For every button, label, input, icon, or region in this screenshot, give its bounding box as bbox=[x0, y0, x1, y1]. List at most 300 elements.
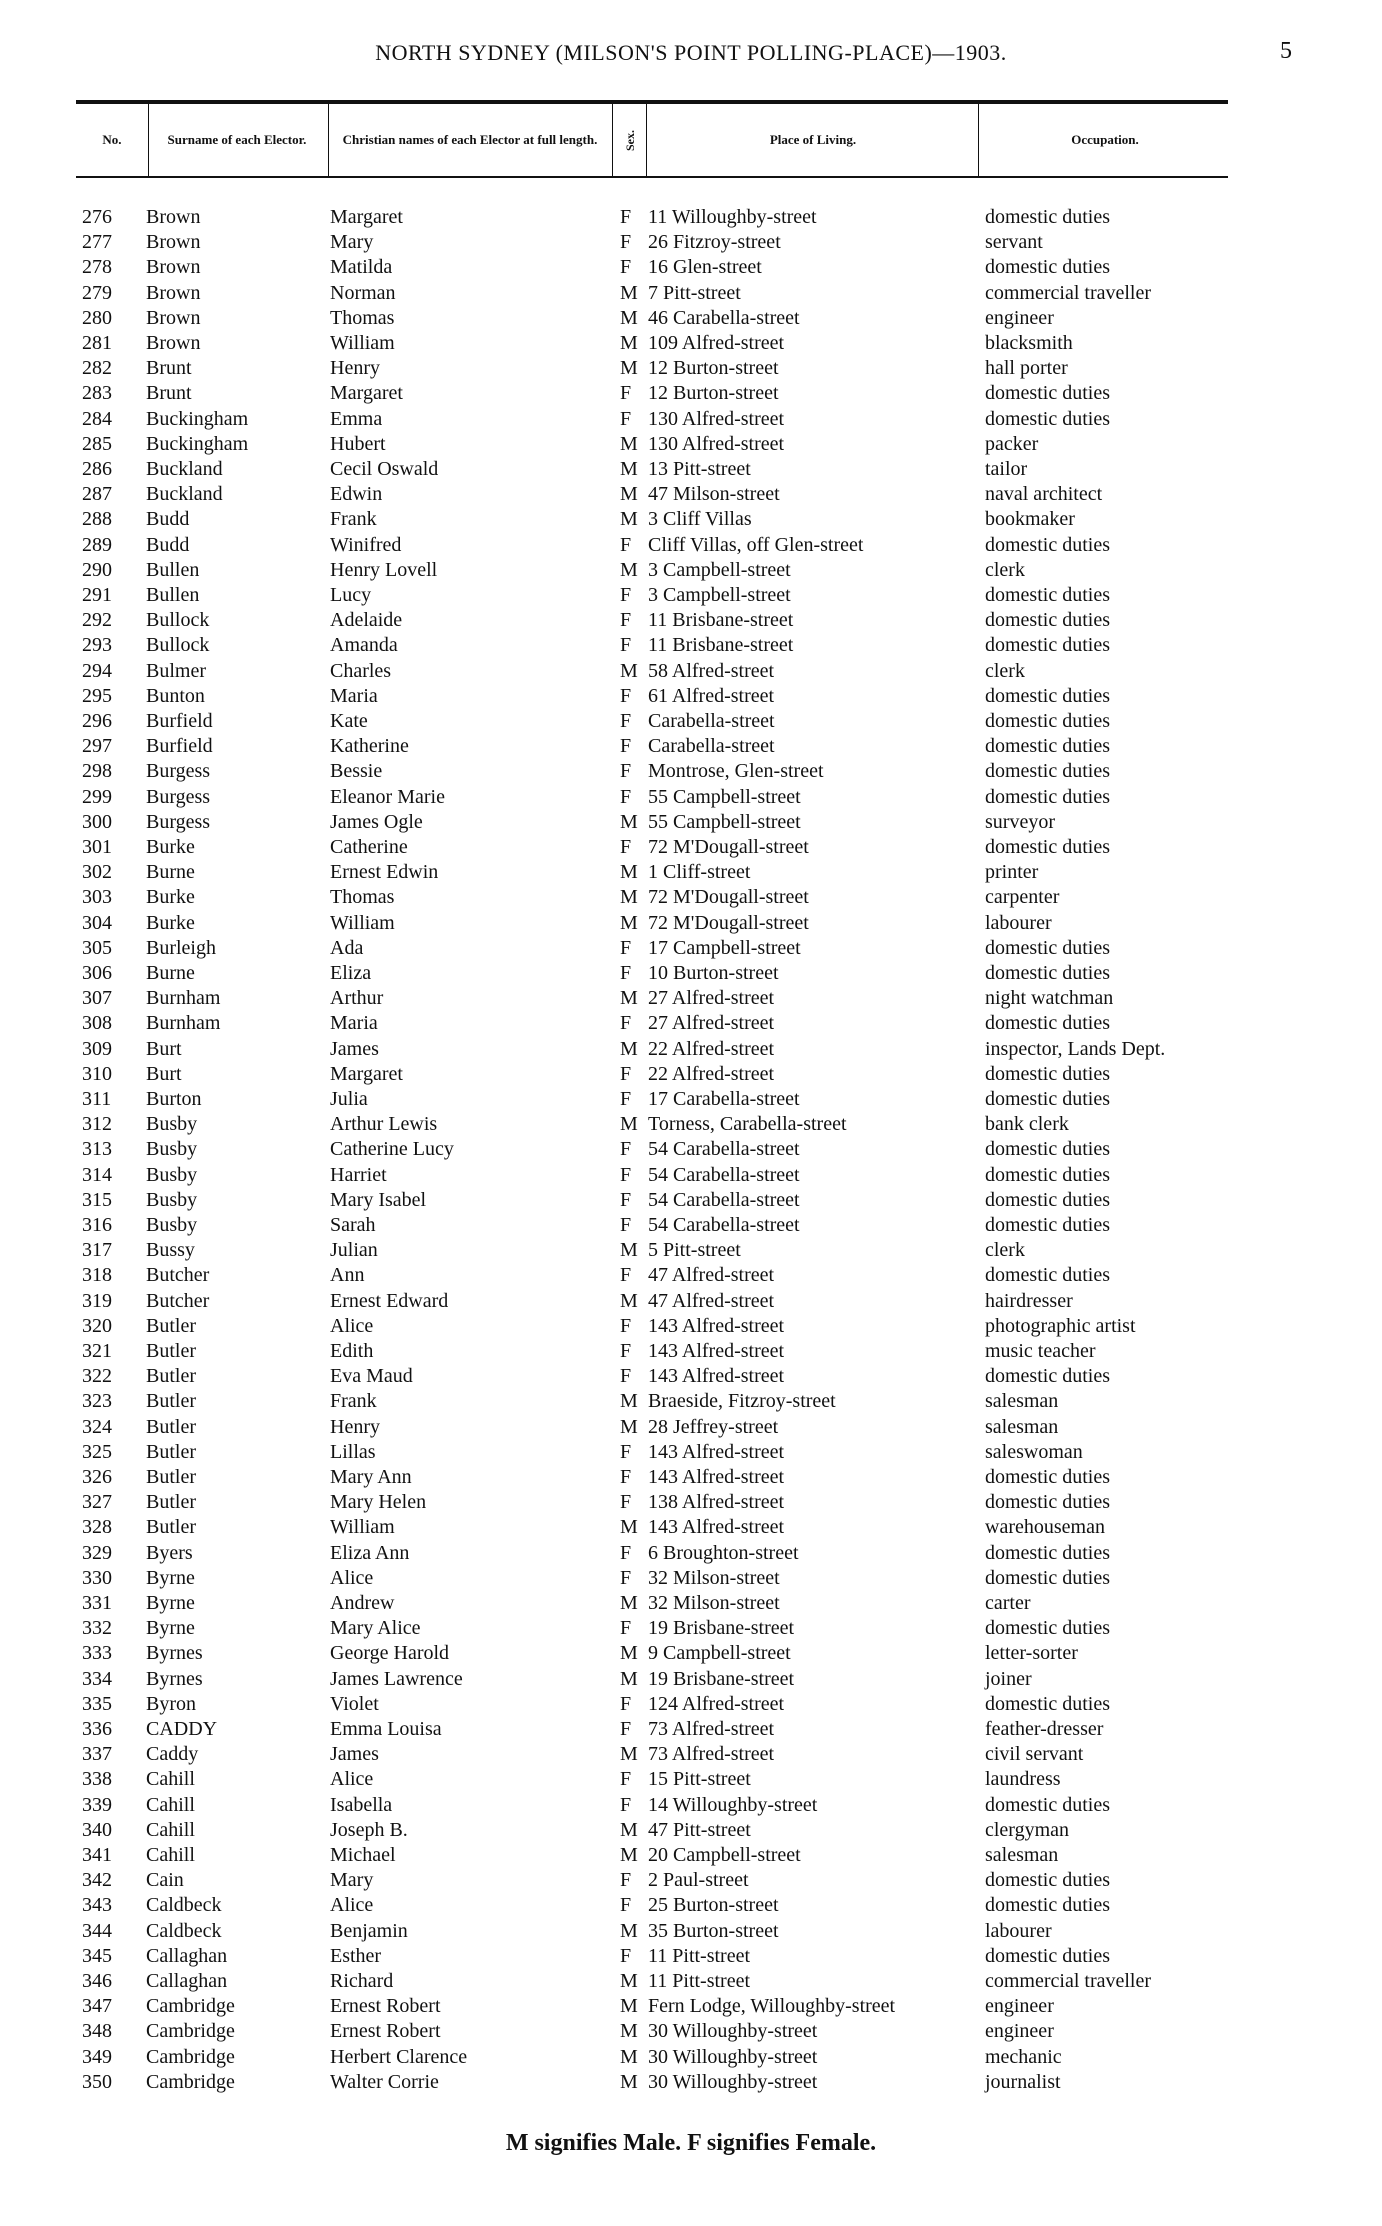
elector-sex: M bbox=[620, 1642, 638, 1665]
elector-christian-names: Alice bbox=[330, 1314, 374, 1337]
header-occupation: Occupation. bbox=[1071, 132, 1139, 147]
table-row bbox=[0, 885, 1382, 910]
elector-sex: F bbox=[620, 1365, 632, 1388]
table-row bbox=[0, 684, 1382, 709]
elector-christian-names: Adelaide bbox=[330, 609, 403, 632]
elector-sex: M bbox=[620, 1113, 638, 1136]
elector-place-of-living: 30 Willoughby-street bbox=[648, 2070, 818, 2093]
header-place-of-living: Place of Living. bbox=[769, 132, 857, 147]
elector-sex: M bbox=[620, 357, 638, 380]
elector-christian-names: Eliza bbox=[330, 962, 372, 984]
table-row bbox=[0, 1314, 1382, 1339]
table-row bbox=[0, 1062, 1382, 1087]
elector-place-of-living: 47 Pitt-street bbox=[648, 1818, 751, 1841]
elector-number: 299 bbox=[82, 785, 112, 808]
elector-place-of-living: 12 Burton-street bbox=[648, 382, 779, 405]
elector-place-of-living: 30 Willoughby-street bbox=[648, 2045, 818, 2068]
elector-number: 308 bbox=[82, 1012, 112, 1035]
elector-place-of-living: 27 Alfred-street bbox=[648, 1012, 775, 1035]
elector-surname: Cahill bbox=[146, 1768, 195, 1791]
table-row bbox=[0, 659, 1382, 684]
table-row bbox=[0, 961, 1382, 986]
elector-surname: Burgess bbox=[146, 785, 211, 808]
elector-number: 321 bbox=[82, 1340, 112, 1362]
elector-surname: Buckland bbox=[146, 458, 223, 480]
elector-sex: M bbox=[620, 810, 638, 833]
elector-occupation: domestic duties bbox=[985, 735, 1110, 758]
elector-sex: M bbox=[620, 1995, 638, 2018]
elector-surname: Caldbeck bbox=[146, 1919, 222, 1942]
elector-sex: F bbox=[620, 1793, 632, 1816]
elector-surname: Buckland bbox=[146, 483, 223, 506]
elector-number: 305 bbox=[82, 936, 112, 959]
table-row bbox=[0, 1465, 1382, 1490]
elector-christian-names: Henry bbox=[330, 1415, 380, 1438]
elector-place-of-living: 109 Alfred-street bbox=[648, 332, 785, 354]
elector-place-of-living: 22 Alfred-street bbox=[648, 1037, 775, 1060]
elector-number: 276 bbox=[82, 206, 112, 228]
elector-sex: M bbox=[620, 306, 638, 329]
elector-occupation: domestic duties bbox=[985, 1894, 1110, 1917]
elector-number: 323 bbox=[82, 1390, 112, 1413]
elector-sex: M bbox=[620, 281, 638, 304]
elector-occupation: clerk bbox=[985, 1239, 1025, 1262]
elector-christian-names: Alice bbox=[330, 1894, 374, 1917]
elector-christian-names: Eleanor Marie bbox=[330, 785, 445, 808]
elector-sex: F bbox=[620, 634, 632, 657]
elector-occupation: domestic duties bbox=[985, 407, 1110, 430]
elector-surname: Byrne bbox=[146, 1566, 195, 1589]
elector-surname: Butler bbox=[146, 1390, 196, 1413]
elector-occupation: salesman bbox=[985, 1844, 1059, 1866]
elector-sex: F bbox=[620, 1188, 632, 1211]
header-surname: Surname of each Elector. bbox=[167, 132, 307, 147]
elector-sex: F bbox=[620, 1088, 632, 1110]
elector-surname: Burgess bbox=[146, 810, 211, 833]
elector-occupation: inspector, Lands Dept. bbox=[985, 1037, 1166, 1060]
elector-christian-names: Charles bbox=[330, 659, 392, 682]
elector-number: 317 bbox=[82, 1239, 112, 1262]
elector-place-of-living: 143 Alfred-street bbox=[648, 1466, 785, 1488]
elector-surname: Cambridge bbox=[146, 1995, 235, 2018]
elector-occupation: domestic duties bbox=[985, 936, 1110, 959]
elector-surname: Busby bbox=[146, 1113, 198, 1136]
table-row bbox=[0, 1541, 1382, 1566]
elector-occupation: bank clerk bbox=[985, 1113, 1069, 1136]
elector-occupation: domestic duties bbox=[985, 1188, 1110, 1211]
elector-surname: Butler bbox=[146, 1440, 196, 1463]
elector-sex: M bbox=[620, 1516, 638, 1539]
elector-occupation: bookmaker bbox=[985, 508, 1075, 531]
elector-number: 294 bbox=[82, 659, 112, 682]
table-row bbox=[0, 1742, 1382, 1767]
elector-place-of-living: 47 Alfred-street bbox=[648, 1289, 775, 1312]
elector-sex: M bbox=[620, 2020, 638, 2043]
elector-sex: M bbox=[620, 1289, 638, 1312]
elector-occupation: mechanic bbox=[985, 2045, 1062, 2068]
elector-number: 331 bbox=[82, 1592, 112, 1614]
elector-occupation: carter bbox=[985, 1592, 1031, 1614]
elector-christian-names: James bbox=[330, 1037, 379, 1060]
header-divider bbox=[148, 104, 149, 176]
elector-surname: Burfield bbox=[146, 710, 213, 732]
elector-number: 341 bbox=[82, 1844, 112, 1866]
elector-sex: F bbox=[620, 1264, 632, 1287]
elector-surname: Brown bbox=[146, 281, 201, 304]
elector-christian-names: Ernest Robert bbox=[330, 2020, 441, 2043]
page-title: NORTH SYDNEY (MILSON'S POINT POLLING-PLACE)—1903. bbox=[375, 40, 1007, 65]
table-row bbox=[0, 734, 1382, 759]
table-row bbox=[0, 608, 1382, 633]
table-row bbox=[0, 1011, 1382, 1036]
elector-place-of-living: 11 Pitt-street bbox=[648, 1944, 751, 1967]
elector-occupation: hairdresser bbox=[985, 1289, 1073, 1312]
footer-legend: M signifies Male. F signifies Female. bbox=[505, 2130, 877, 2156]
elector-number: 286 bbox=[82, 458, 112, 480]
elector-occupation: salesman bbox=[985, 1390, 1059, 1413]
elector-christian-names: Ada bbox=[330, 936, 364, 959]
elector-surname: Bullock bbox=[146, 634, 210, 657]
elector-place-of-living: 10 Burton-street bbox=[648, 962, 779, 984]
elector-occupation: domestic duties bbox=[985, 206, 1110, 228]
elector-sex: F bbox=[620, 1541, 632, 1564]
elector-christian-names: Eva Maud bbox=[330, 1365, 413, 1388]
elector-christian-names: Mary Alice bbox=[330, 1617, 421, 1640]
elector-place-of-living: 19 Brisbane-street bbox=[648, 1667, 795, 1690]
header-divider bbox=[978, 104, 979, 176]
elector-sex: F bbox=[620, 936, 632, 959]
table-row bbox=[0, 1339, 1382, 1364]
elector-occupation: domestic duties bbox=[985, 256, 1110, 279]
elector-occupation: domestic duties bbox=[985, 1793, 1110, 1816]
elector-occupation: commercial traveller bbox=[985, 1970, 1152, 1992]
elector-sex: M bbox=[620, 659, 638, 682]
elector-place-of-living: 26 Fitzroy-street bbox=[648, 231, 781, 254]
elector-number: 281 bbox=[82, 332, 112, 354]
elector-number: 336 bbox=[82, 1718, 112, 1740]
elector-place-of-living: 47 Milson-street bbox=[648, 483, 780, 506]
elector-occupation: domestic duties bbox=[985, 1138, 1110, 1161]
elector-sex: F bbox=[620, 710, 632, 732]
elector-occupation: domestic duties bbox=[985, 382, 1110, 405]
elector-sex: M bbox=[620, 911, 638, 934]
elector-occupation: domestic duties bbox=[985, 785, 1110, 808]
elector-place-of-living: 2 Paul-street bbox=[648, 1869, 749, 1892]
header-christian-names: Christian names of each Elector at full length. bbox=[342, 132, 598, 147]
elector-number: 328 bbox=[82, 1516, 112, 1539]
elector-surname: Burne bbox=[146, 861, 195, 884]
elector-surname: Butler bbox=[146, 1415, 196, 1438]
elector-surname: Byron bbox=[146, 1692, 196, 1715]
table-row bbox=[0, 860, 1382, 885]
table-row bbox=[0, 457, 1382, 482]
elector-number: 282 bbox=[82, 357, 112, 380]
elector-place-of-living: 72 M'Dougall-street bbox=[648, 836, 809, 858]
elector-number: 319 bbox=[82, 1289, 112, 1312]
elector-christian-names: Michael bbox=[330, 1844, 396, 1866]
table-row bbox=[0, 1137, 1382, 1162]
elector-place-of-living: 20 Campbell-street bbox=[648, 1844, 801, 1866]
elector-surname: Butler bbox=[146, 1516, 196, 1539]
elector-sex: M bbox=[620, 508, 638, 531]
table-row bbox=[0, 1767, 1382, 1792]
elector-sex: F bbox=[620, 1869, 632, 1892]
elector-christian-names: James bbox=[330, 1743, 379, 1766]
elector-place-of-living: 32 Milson-street bbox=[648, 1566, 780, 1589]
elector-occupation: civil servant bbox=[985, 1743, 1084, 1766]
elector-place-of-living: 143 Alfred-street bbox=[648, 1314, 785, 1337]
elector-occupation: domestic duties bbox=[985, 1541, 1110, 1564]
elector-place-of-living: 13 Pitt-street bbox=[648, 458, 751, 480]
elector-number: 289 bbox=[82, 533, 112, 556]
elector-occupation: domestic duties bbox=[985, 1466, 1110, 1488]
elector-christian-names: Andrew bbox=[330, 1592, 395, 1614]
elector-place-of-living: 28 Jeffrey-street bbox=[648, 1415, 779, 1438]
elector-number: 285 bbox=[82, 432, 112, 455]
elector-number: 344 bbox=[82, 1919, 112, 1942]
elector-occupation: naval architect bbox=[985, 483, 1103, 506]
header-divider bbox=[646, 104, 647, 176]
elector-number: 350 bbox=[82, 2070, 112, 2093]
elector-number: 337 bbox=[82, 1743, 112, 1766]
elector-christian-names: Herbert Clarence bbox=[330, 2045, 468, 2068]
table-row bbox=[0, 759, 1382, 784]
elector-surname: Burke bbox=[146, 886, 195, 909]
elector-surname: Buckingham bbox=[146, 432, 249, 455]
table-row bbox=[0, 911, 1382, 936]
elector-surname: Bullock bbox=[146, 609, 210, 632]
table-row bbox=[0, 1213, 1382, 1238]
elector-surname: Budd bbox=[146, 508, 190, 531]
elector-surname: Bullen bbox=[146, 558, 200, 581]
table-row bbox=[0, 1263, 1382, 1288]
elector-sex: M bbox=[620, 886, 638, 909]
elector-occupation: domestic duties bbox=[985, 1491, 1110, 1514]
elector-christian-names: Violet bbox=[330, 1692, 379, 1715]
elector-christian-names: Mary bbox=[330, 1869, 374, 1892]
elector-place-of-living: 35 Burton-street bbox=[648, 1919, 779, 1942]
elector-occupation: domestic duties bbox=[985, 1088, 1110, 1110]
elector-occupation: saleswoman bbox=[985, 1440, 1083, 1463]
elector-number: 335 bbox=[82, 1692, 112, 1715]
page-number: 5 bbox=[1280, 38, 1292, 64]
elector-number: 326 bbox=[82, 1466, 112, 1488]
elector-christian-names: Frank bbox=[330, 508, 377, 531]
elector-place-of-living: 55 Campbell-street bbox=[648, 785, 801, 808]
elector-number: 303 bbox=[82, 886, 112, 909]
elector-number: 306 bbox=[82, 962, 112, 984]
elector-place-of-living: 3 Campbell-street bbox=[648, 558, 791, 581]
elector-place-of-living: Torness, Carabella-street bbox=[648, 1113, 847, 1136]
table-row bbox=[0, 835, 1382, 860]
elector-christian-names: Sarah bbox=[330, 1214, 376, 1236]
elector-surname: Burke bbox=[146, 836, 195, 858]
elector-place-of-living: 130 Alfred-street bbox=[648, 432, 785, 455]
elector-surname: Cambridge bbox=[146, 2070, 235, 2093]
elector-christian-names: Mary Ann bbox=[330, 1466, 412, 1488]
elector-sex: M bbox=[620, 861, 638, 884]
elector-christian-names: Margaret bbox=[330, 382, 403, 405]
table-row bbox=[0, 1490, 1382, 1515]
table-row bbox=[0, 810, 1382, 835]
elector-place-of-living: 22 Alfred-street bbox=[648, 1062, 775, 1085]
elector-occupation: warehouseman bbox=[985, 1516, 1105, 1539]
elector-sex: F bbox=[620, 1617, 632, 1640]
table-row bbox=[0, 507, 1382, 532]
elector-occupation: domestic duties bbox=[985, 1062, 1110, 1085]
elector-place-of-living: 12 Burton-street bbox=[648, 357, 779, 380]
elector-occupation: domestic duties bbox=[985, 1692, 1110, 1715]
elector-occupation: tailor bbox=[985, 458, 1028, 480]
elector-place-of-living: 72 M'Dougall-street bbox=[648, 911, 809, 934]
elector-sex: F bbox=[620, 1012, 632, 1035]
table-row bbox=[0, 482, 1382, 507]
elector-christian-names: Ernest Edwin bbox=[330, 861, 439, 884]
elector-place-of-living: 3 Campbell-street bbox=[648, 584, 791, 606]
elector-christian-names: Isabella bbox=[330, 1793, 393, 1816]
header-no: No. bbox=[102, 132, 122, 147]
elector-sex: M bbox=[620, 1037, 638, 1060]
elector-christian-names: Norman bbox=[330, 281, 396, 304]
elector-number: 283 bbox=[82, 382, 112, 405]
elector-place-of-living: 54 Carabella-street bbox=[648, 1138, 800, 1161]
elector-christian-names: Margaret bbox=[330, 1062, 403, 1085]
elector-place-of-living: 27 Alfred-street bbox=[648, 987, 775, 1010]
table-row bbox=[0, 1793, 1382, 1818]
elector-place-of-living: 143 Alfred-street bbox=[648, 1440, 785, 1463]
elector-sex: F bbox=[620, 1491, 632, 1514]
elector-sex: F bbox=[620, 382, 632, 405]
elector-occupation: engineer bbox=[985, 1995, 1054, 2018]
elector-sex: M bbox=[620, 2070, 638, 2093]
elector-occupation: commercial traveller bbox=[985, 281, 1152, 304]
elector-sex: F bbox=[620, 962, 632, 984]
table-row bbox=[0, 1087, 1382, 1112]
elector-number: 304 bbox=[82, 911, 112, 934]
elector-surname: Busby bbox=[146, 1214, 198, 1236]
table-row bbox=[0, 432, 1382, 457]
elector-surname: Brown bbox=[146, 256, 201, 279]
elector-christian-names: Catherine Lucy bbox=[330, 1138, 454, 1161]
elector-occupation: labourer bbox=[985, 911, 1052, 934]
elector-place-of-living: Montrose, Glen-street bbox=[648, 760, 824, 783]
elector-place-of-living: Fern Lodge, Willoughby-street bbox=[648, 1995, 896, 2018]
elector-sex: M bbox=[620, 432, 638, 455]
elector-surname: Caddy bbox=[146, 1743, 199, 1766]
table-row bbox=[0, 407, 1382, 432]
table-row bbox=[0, 1037, 1382, 1062]
elector-number: 288 bbox=[82, 508, 112, 531]
elector-christian-names: Mary Isabel bbox=[330, 1188, 427, 1211]
elector-christian-names: Henry Lovell bbox=[330, 558, 438, 581]
elector-surname: Brown bbox=[146, 231, 201, 254]
elector-surname: Byrnes bbox=[146, 1642, 203, 1665]
elector-sex: F bbox=[620, 1566, 632, 1589]
elector-surname: Callaghan bbox=[146, 1944, 228, 1967]
elector-surname: Cambridge bbox=[146, 2020, 235, 2043]
table-row bbox=[0, 1515, 1382, 1540]
elector-occupation: domestic duties bbox=[985, 1566, 1110, 1589]
elector-occupation: servant bbox=[985, 231, 1043, 254]
table-row bbox=[0, 1717, 1382, 1742]
table-row bbox=[0, 1364, 1382, 1389]
table-row bbox=[0, 709, 1382, 734]
elector-sex: M bbox=[620, 483, 638, 506]
elector-place-of-living: 130 Alfred-street bbox=[648, 407, 785, 430]
elector-sex: F bbox=[620, 735, 632, 758]
elector-place-of-living: 124 Alfred-street bbox=[648, 1692, 785, 1715]
table-row bbox=[0, 1289, 1382, 1314]
elector-place-of-living: 54 Carabella-street bbox=[648, 1188, 800, 1211]
elector-sex: F bbox=[620, 1314, 632, 1337]
elector-occupation: carpenter bbox=[985, 886, 1060, 909]
table-row bbox=[0, 331, 1382, 356]
table-row bbox=[0, 1238, 1382, 1263]
elector-surname: Burt bbox=[146, 1062, 182, 1085]
elector-surname: Butler bbox=[146, 1466, 196, 1488]
elector-christian-names: Frank bbox=[330, 1390, 377, 1413]
elector-sex: M bbox=[620, 1919, 638, 1942]
elector-occupation: laundress bbox=[985, 1768, 1061, 1791]
elector-christian-names: Joseph B. bbox=[330, 1818, 408, 1841]
elector-place-of-living: 46 Carabella-street bbox=[648, 306, 800, 329]
elector-sex: F bbox=[620, 1440, 632, 1463]
elector-sex: M bbox=[620, 558, 638, 581]
elector-christian-names: William bbox=[330, 1516, 395, 1539]
elector-occupation: printer bbox=[985, 861, 1039, 884]
table-row bbox=[0, 1843, 1382, 1868]
elector-sex: F bbox=[620, 1163, 632, 1186]
table-row bbox=[0, 1667, 1382, 1692]
elector-occupation: surveyor bbox=[985, 810, 1055, 833]
elector-number: 291 bbox=[82, 584, 112, 606]
elector-place-of-living: 7 Pitt-street bbox=[648, 281, 741, 304]
elector-place-of-living: 16 Glen-street bbox=[648, 256, 762, 279]
elector-sex: F bbox=[620, 1718, 632, 1740]
elector-christian-names: Alice bbox=[330, 1566, 374, 1589]
elector-christian-names: Cecil Oswald bbox=[330, 458, 439, 480]
elector-christian-names: Henry bbox=[330, 357, 380, 380]
elector-christian-names: Margaret bbox=[330, 206, 403, 228]
table-row bbox=[0, 1994, 1382, 2019]
elector-sex: F bbox=[620, 1340, 632, 1362]
elector-occupation: domestic duties bbox=[985, 634, 1110, 657]
elector-place-of-living: 143 Alfred-street bbox=[648, 1365, 785, 1388]
elector-sex: F bbox=[620, 1466, 632, 1488]
elector-number: 280 bbox=[82, 306, 112, 329]
table-row bbox=[0, 255, 1382, 280]
elector-christian-names: Julia bbox=[330, 1088, 368, 1110]
elector-surname: Busby bbox=[146, 1188, 198, 1211]
elector-number: 312 bbox=[82, 1113, 112, 1136]
elector-number: 315 bbox=[82, 1188, 112, 1211]
elector-place-of-living: 73 Alfred-street bbox=[648, 1718, 775, 1740]
elector-surname: Brown bbox=[146, 206, 201, 228]
elector-sex: F bbox=[620, 1214, 632, 1236]
elector-place-of-living: 15 Pitt-street bbox=[648, 1768, 751, 1791]
elector-sex: F bbox=[620, 1944, 632, 1967]
elector-sex: F bbox=[620, 836, 632, 858]
elector-place-of-living: 17 Carabella-street bbox=[648, 1088, 800, 1110]
elector-number: 297 bbox=[82, 735, 112, 758]
elector-sex: F bbox=[620, 1692, 632, 1715]
elector-christian-names: William bbox=[330, 332, 395, 354]
elector-sex: F bbox=[620, 1138, 632, 1161]
elector-surname: Byers bbox=[146, 1541, 193, 1564]
elector-surname: Burleigh bbox=[146, 936, 216, 959]
elector-surname: Brunt bbox=[146, 382, 192, 405]
table-row bbox=[0, 1919, 1382, 1944]
